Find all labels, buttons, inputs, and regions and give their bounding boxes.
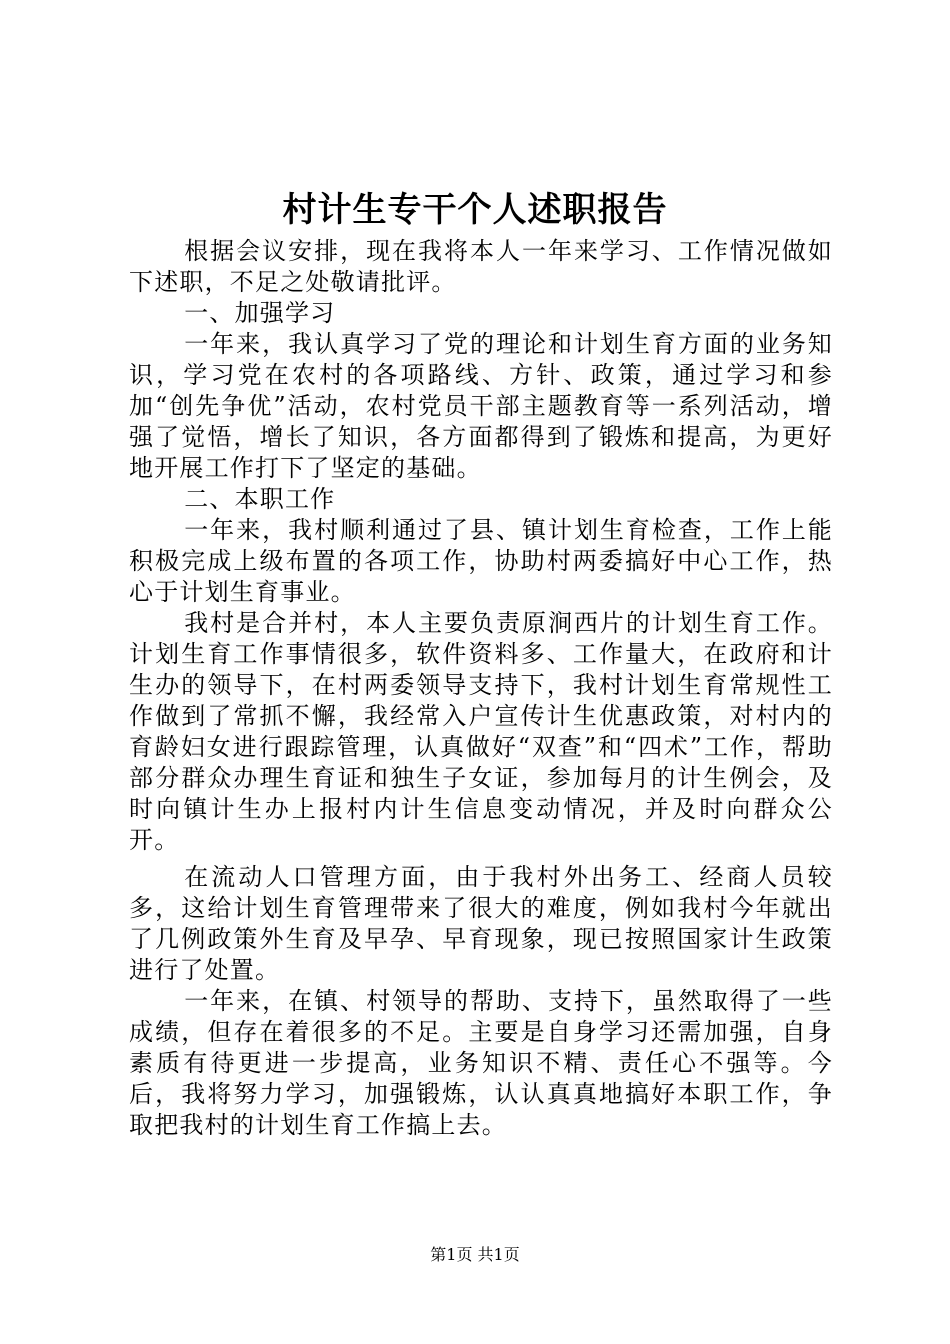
paragraph-duties-summary: 一年来，我村顺利通过了县、镇计划生育检查，工作上能积极完成上级布置的各项工作，协助村两委搞好中心工作，热心于计划生育事业。 [129, 516, 833, 606]
document-body [129, 236, 833, 1141]
section-heading-duties: 二、本职工作 [184, 485, 336, 513]
document-title: 村计生专干个人述职报告 [282, 190, 668, 230]
paragraph-intro: 根据会议安排，现在我将本人一年来学习、工作情况做如下述职，不足之处敬请批评。 [129, 237, 833, 296]
paragraph-duties-detail: 我村是合并村，本人主要负责原涧西片的计划生育工作。计划生育工作事情很多，软件资料多、工作量大，在政府和计生办的领导下，在村两委领导支持下，我村计划生育常规性工作做到了常抓不懈，我经常入户宣传计生优惠政策，对村内的育龄妇女进行跟踪管理，认真做好“双查”和“四术”工作，帮助部分群众办理生育证和独生子女证，参加每月的计生例会，及时向镇计生办上报村内计生信息变动情况，并及时向群众公开。 [129, 609, 833, 854]
section-heading-study: 一、加强学习 [184, 299, 336, 327]
page-number-footer: 第1页 共1页 [430, 1245, 520, 1264]
paragraph-conclusion: 一年来，在镇、村领导的帮助、支持下，虽然取得了一些成绩，但存在着很多的不足。主要是自身学习还需加强，自身素质有待更进一步提高，业务知识不精、责任心不强等。今后，我将努力学习，加强锻炼，认认真真地搞好本职工作，争取把我村的计划生育工作搞上去。 [129, 987, 833, 1139]
paragraph-floating-population: 在流动人口管理方面，由于我村外出务工、经商人员较多，这给计划生育管理带来了很大的难度，例如我村今年就出了几例政策外生育及早孕、早育现象，现已按照国家计生政策进行了处置。 [129, 863, 833, 984]
paragraph-study: 一年来，我认真学习了党的理论和计划生育方面的业务知识，学习党在农村的各项路线、方针、政策，通过学习和参加“创先争优”活动，农村党员干部主题教育等一系列活动，增强了觉悟，增长了知识，各方面都得到了锻炼和提高，为更好地开展工作打下了坚定的基础。 [129, 330, 833, 482]
